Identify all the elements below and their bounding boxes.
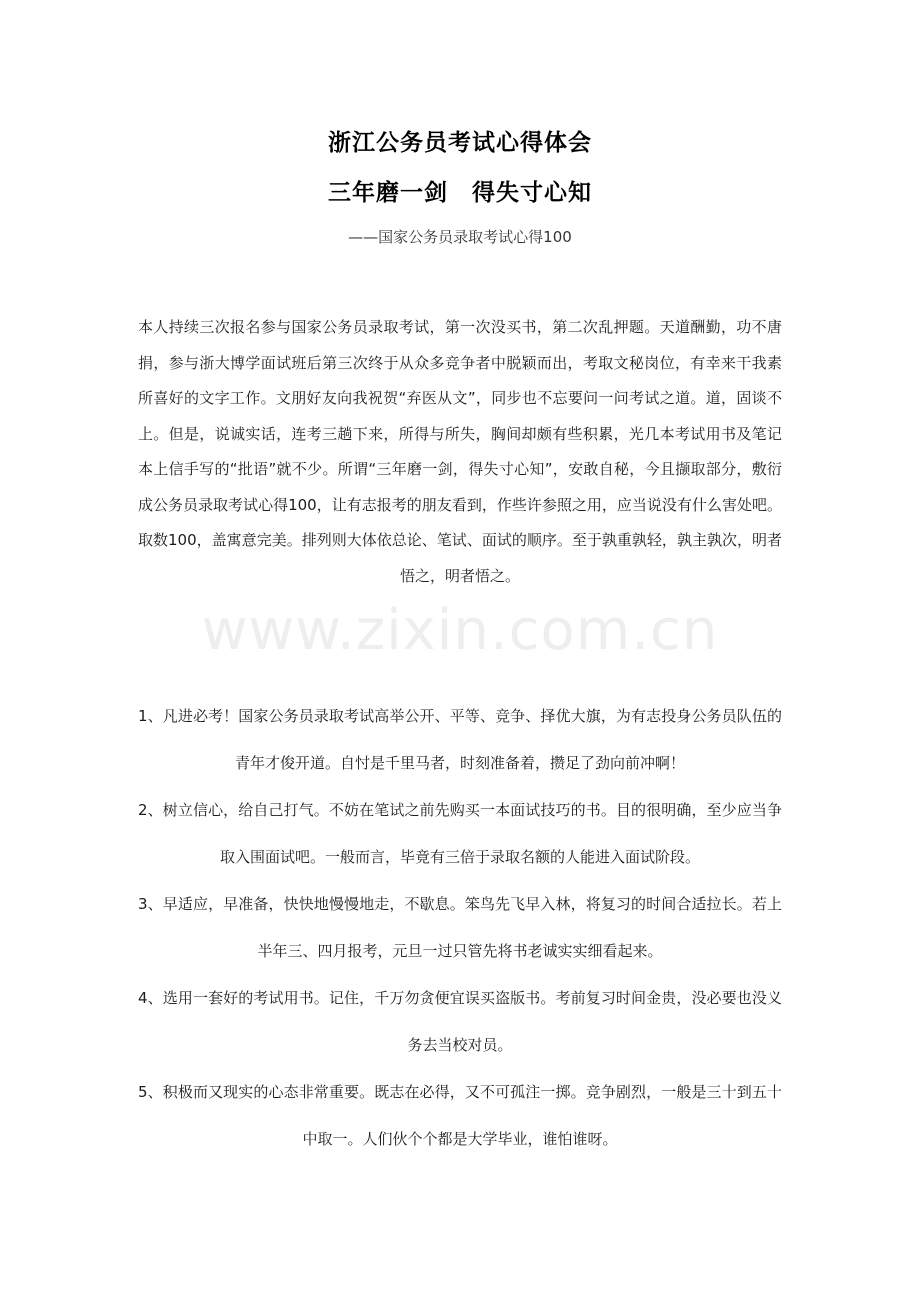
list-item-3: 3、早适应，早准备，快快地慢慢地走，不歇息。笨鸟先飞早入林，将复习的时间合适拉长。若上半年三、四月报考，元旦一过只管先将书老诚实实细看起来。 xyxy=(138,895,782,960)
intro-paragraph: 本人持续三次报名参与国家公务员录取考试，第一次没买书，第二次乱押题。天道酬勤，功不唐捐，参与浙大博学面试班后第三次终于从众多竞争者中脱颖而出，考取文秘岗位，有幸来干我素所喜好的文字工作。文朋好友向我祝贺“弃医从文”，同步也不忘要问一问考试之道。道，固谈不上。但是，说诚实话，连考三趟下来，所得与所失，胸间却颇有些积累，光几本考试用书及笔记本上信手写的“批语”就不少。所谓“三年磨一剑，得失寸心知”，安敢自秘，今且撷取部分，敷衍成公务员录取考试心得100，让有志报考的朋友看到，作些许参照之用，应当说没有什么害处吧。取数100，盖寓意完美。排列则大体依总论、笔试、面试的顺序。至于孰重孰轻，孰主孰次，明者悟之，明者悟之。 xyxy=(138,318,782,585)
watermark-text: www.zixin.com.cn xyxy=(201,598,719,663)
list-item-5: 5、积极而又现实的心态非常重要。既志在必得，又不可孤注一掷。竞争剧烈，一般是三十到五十中取一。人们伙个个都是大学毕业，谁怕谁呀。 xyxy=(138,1083,782,1148)
list-item-4: 4、选用一套好的考试用书。记住，千万勿贪便宜误买盗版书。考前复习时间金贵，没必要也没义务去当校对员。 xyxy=(138,989,782,1054)
list-item-1: 1、凡进必考！国家公务员录取考试高举公开、平等、竞争、择优大旗，为有志投身公务员队伍的青年才俊开道。自忖是千里马者，时刻准备着，攒足了劲向前冲啊！ xyxy=(138,707,782,772)
document-title: 浙江公务员考试心得体会 xyxy=(328,130,592,156)
document-title-secondary: 三年磨一剑 得失寸心知 xyxy=(328,180,592,206)
document-subtitle: ——国家公务员录取考试心得100 xyxy=(348,228,572,246)
list-item-2: 2、树立信心，给自己打气。不妨在笔试之前先购买一本面试技巧的书。目的很明确，至少应当争取入围面试吧。一般而言，毕竟有三倍于录取名额的人能进入面试阶段。 xyxy=(138,801,782,866)
